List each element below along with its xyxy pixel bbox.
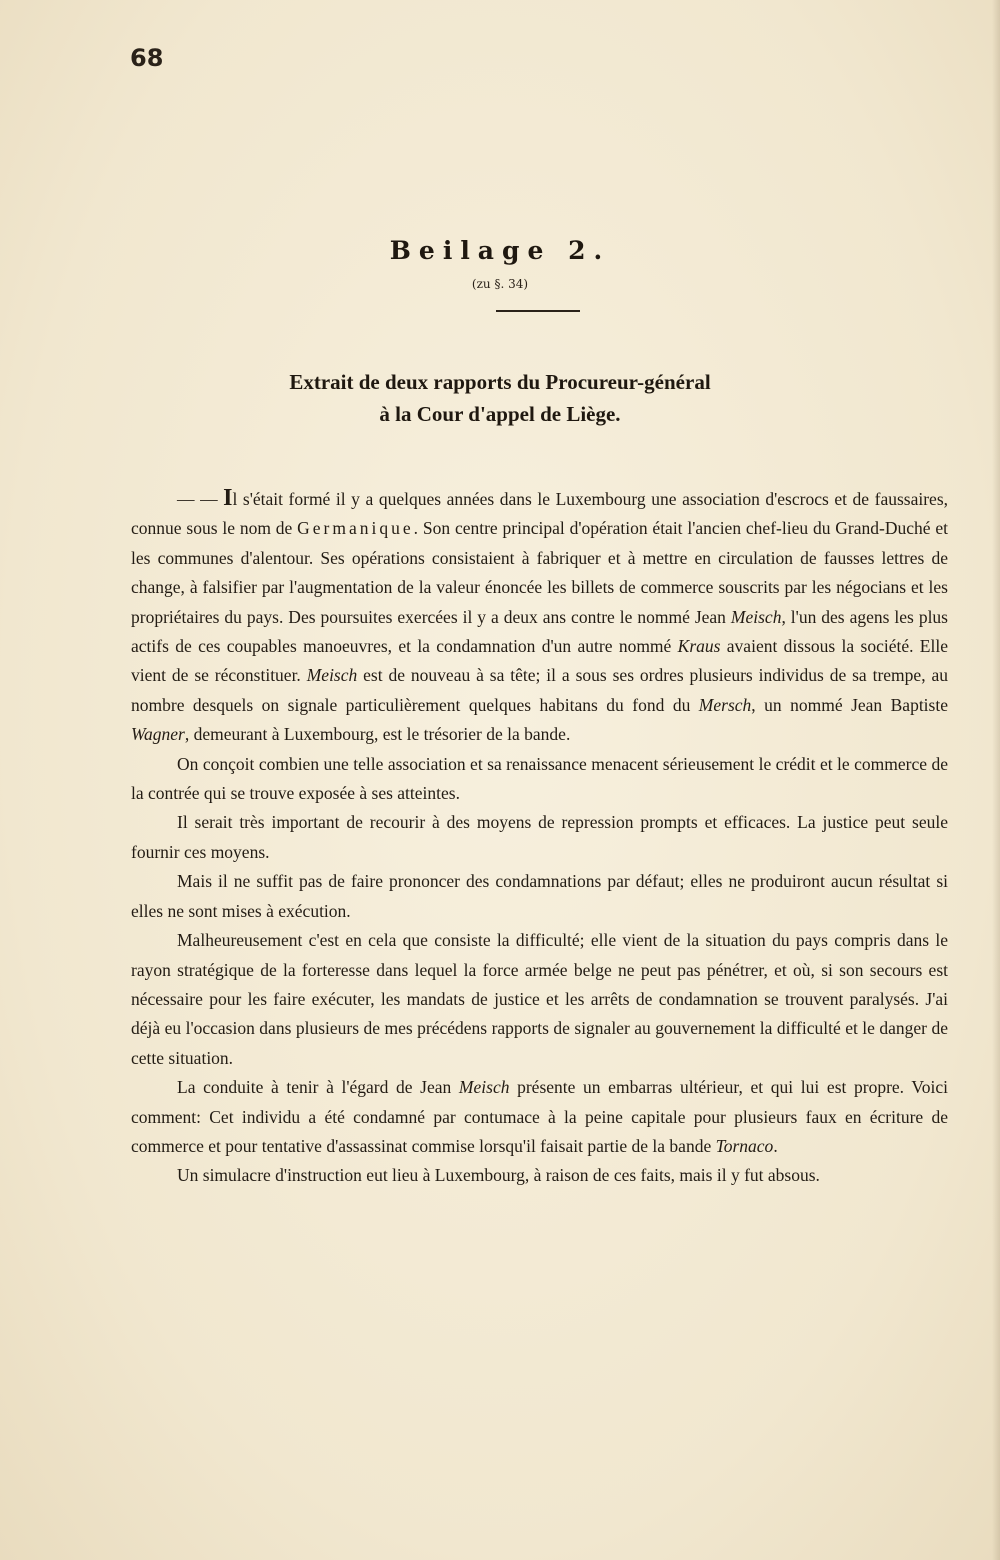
body-text <box>131 485 948 1191</box>
page-edge-shadow <box>992 0 1000 1560</box>
name-tornaco: Tornaco <box>715 1135 774 1156</box>
page-number: 68 <box>130 44 164 72</box>
paragraph-1-text-d: avaient dissous la société. Elle vient de se réconstituer. <box>131 636 948 686</box>
name-germanique: Germanique <box>297 518 414 539</box>
paragraph-1 <box>131 485 948 750</box>
paragraph-2: On conçoit combien une telle association et sa renaissance menacent sérieusement le crédit et le commerce de la contrée qui se trouve exposée à ses atteintes. <box>131 753 948 804</box>
drop-cap: I <box>223 485 233 511</box>
name-kraus: Kraus <box>677 636 721 657</box>
paragraph-6 <box>131 1073 948 1161</box>
paragraph-6-text-a: La conduite à tenir à l'égard de Jean <box>177 1077 459 1098</box>
name-meisch-2: Meisch <box>306 665 358 686</box>
name-meisch-3: Meisch <box>458 1077 510 1098</box>
supplement-reference: (zu §. 34) <box>471 277 529 291</box>
name-wagner: Wagner <box>131 724 185 745</box>
paragraph-4: Mais il ne suffit pas de faire prononcer des condamnations par défaut; elles ne produiront aucun résultat si elles ne sont mises à exécution. <box>131 871 948 921</box>
document-heading-line-1: Extrait de deux rapports du Procureur-général <box>289 370 711 394</box>
document-heading-line-2: à la Cour d'appel de Liège. <box>379 402 621 426</box>
paragraph-1-text-c: , l'un des agens les plus actifs de ces coupables manoeuvres, et la condamnation d'un autre nommé <box>131 606 948 657</box>
paragraph-1-text-g: , demeurant à Luxembourg, est le trésorier de la bande. <box>184 724 571 745</box>
paragraph-6-text-c: . <box>773 1135 778 1156</box>
name-mersch: Mersch <box>698 694 752 715</box>
paragraph-1-text-f: , un nommé Jean Baptiste <box>751 694 948 715</box>
name-meisch: Meisch <box>730 606 782 627</box>
paragraph-1-text-b: . Son centre principal d'opération était l'ancien chef-lieu du Grand-Duché et les communes d'alentour. Ses opérations consistaient à fabriquer et à mettre en circulation de fausses lettres de change, à falsifier par l'augmentation de la valeur énoncée les billets de commerce souscrits par les négocians et les propriétaires du pays. Des poursuites exercées il y a deux ans contre le nommé Jean <box>131 518 948 627</box>
paragraph-6-text-b: présente un embarras ultérieur, et qui lui est propre. Voici comment: Cet individu a été condamné par contumace à la peine capitale pour plusieurs faux en écriture de commerce et pour tentative d'assassinat commise lorsqu'il faisait partie de la bande <box>131 1077 948 1156</box>
leading-dashes: — — <box>177 489 224 509</box>
paragraph-7: Un simulacre d'instruction eut lieu à Luxembourg, à raison de ces faits, mais il y fut absous. <box>177 1165 820 1186</box>
paragraph-1-text-a: l s'était formé il y a quelques années dans le Luxembourg une association d'escrocs et de faussaires, connue sous le nom de <box>131 489 948 539</box>
paragraph-3: Il serait très important de recourir à des moyens de repression prompts et efficaces. La justice peut seule fournir ces moyens. <box>131 812 948 862</box>
paragraph-5: Malheureusement c'est en cela que consiste la difficulté; elle vient de la situation du pays compris dans le rayon stratégique de la forteresse dans lequel la force armée belge ne peut pas pénétrer, et où, si son secours est nécessaire pour les faire exécuter, les mandats de justice et les arrêts de condamnation se trouvent paralysés. J'ai déjà eu l'occasion dans plusieurs de mes précédens rapports de signaler au gouvernement la difficulté et le danger de cette situation. <box>131 930 948 1068</box>
paragraph-1-text-e: est de nouveau à sa tête; il a sous ses ordres plusieurs individus de sa trempe, au nombre desquels on signale particulièrement quelques habitans du fond du <box>131 665 948 715</box>
title-rule <box>496 310 580 312</box>
supplement-title: Beilage 2. <box>389 236 611 265</box>
